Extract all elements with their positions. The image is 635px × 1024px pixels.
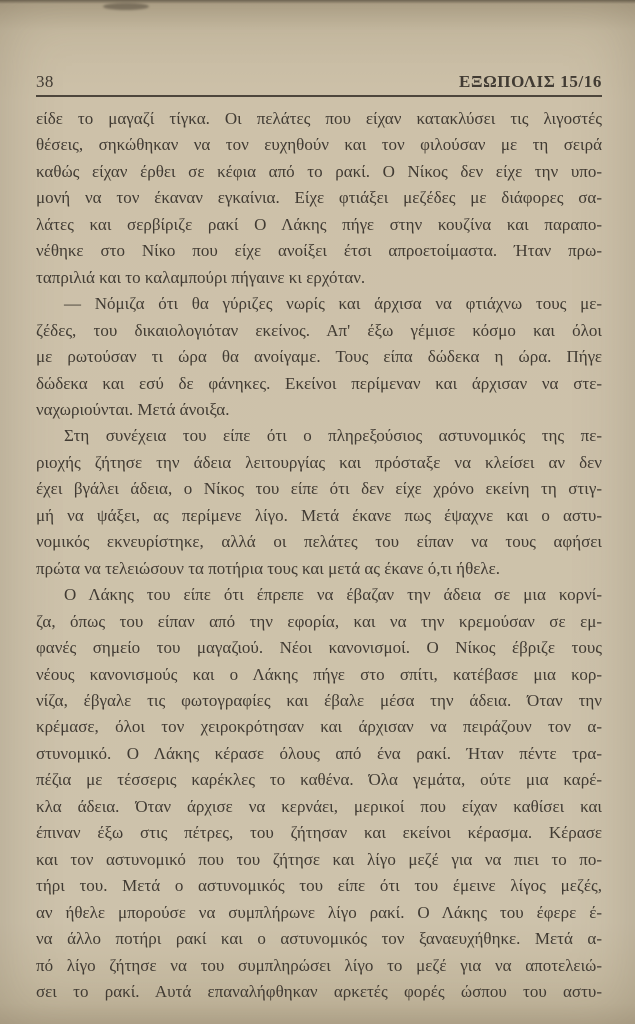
text-line: έπιναν έξω στις πέτρες, του ζήτησαν και εκείνοι κέρασμα. Κέρασε: [36, 823, 602, 843]
text-line: πέζια με τέσσερις καρέκλες το καθένα. Όλα γεμάτα, ούτε μια καρέ-: [36, 770, 602, 790]
text-line: νομικός εκνευρίστηκε, αλλά οι πελάτες του είπαν να τους αφήσει: [36, 532, 602, 552]
scan-artifact: [103, 3, 149, 10]
paragraph: [36, 423, 602, 582]
text-line: θέσεις, σηκώθηκαν να τον ευχηθούν και τον φιλούσαν με τη σειρά: [36, 135, 602, 155]
page-number: 38: [36, 72, 54, 91]
text-line: έχει βγάλει άδεια, ο Νίκος του είπε ότι δεν είχε χρόνο εκείνη τη στιγ-: [36, 479, 602, 499]
text-line: φανές σημείο του μαγαζιού. Νέοι κανονισμοί. Ο Νίκος έβριζε τους: [36, 638, 602, 658]
header-title: ΕΞΩΠΟΛΙΣ 15/16: [459, 72, 602, 91]
scan-top-edge: [0, 0, 635, 4]
text-line: — Νόμιζα ότι θα γύριζες νωρίς και άρχισα να φτιάχνω τους με-: [64, 294, 602, 314]
text-line: Ο Λάκης του είπε ότι έπρεπε να έβαζαν την άδεια σε μια κορνί-: [64, 585, 602, 605]
text-line: είδε το μαγαζί τίγκα. Οι πελάτες που είχαν κατακλύσει τις λιγοστές: [36, 109, 602, 128]
text-line: πό λίγο ζήτησε να του συμπληρώσει λίγο το μεζέ για να αποτελειώ-: [36, 955, 602, 975]
text-line: σει το ρακί. Αυτά επαναλήφθηκαν αρκετές φορές ώσπου του αστυ-: [36, 981, 602, 1001]
text-line: ζέδες, του δικαιολογιόταν εκείνος. Απ' έξω γέμισε κόσμο και όλοι: [36, 320, 602, 340]
paragraph: [36, 106, 602, 291]
text-line: νίζα, έβγαλε τις φωτογραφίες και έβαλε μέσα την άδεια. Όταν την: [36, 690, 602, 710]
text-line: στυνομικό. Ο Λάκης κέρασε όλους από ένα ρακί. Ήταν πέντε τρα-: [36, 743, 602, 763]
text-line: τήρι του. Μετά ο αστυνομικός του είπε ότι του έμεινε λίγος μεζές,: [36, 876, 602, 896]
paragraph: [36, 582, 602, 1005]
text-line: μονή να τον έκαναν εγκαίνια. Είχε φτιάξει μεζέδες με διάφορες σα-: [36, 188, 602, 208]
header-rule: [36, 95, 602, 97]
text-line: πρώτα να τελειώσουν τα ποτήρια τους και μετά ας έκανε ό,τι ήθελε.: [36, 558, 500, 578]
text-line: λάτες και σερβίριζε ρακί Ο Λάκης πήγε στην κουζίνα και παραπο-: [36, 214, 602, 234]
text-line: αν ήθελε μπορούσε να συμπλήρωνε λίγο ρακί. Ο Λάκης του έφερε έ-: [36, 902, 602, 922]
text-line: και τον αστυνομικό που του ζήτησε και λίγο μεζέ για να πιει το πο-: [36, 849, 602, 869]
text-line: νέθηκε στο Νίκο που είχε ανοίξει έτσι απροετοίμαστα. Ήταν πρω-: [36, 241, 602, 261]
text-line: νέους κανονισμούς και ο Λάκης πήγε στο σπίτι, κατέβασε μια κορ-: [36, 664, 602, 684]
text-line: κλα άδεια. Όταν άρχισε να κερνάει, μερικοί που είχαν καθίσει και: [36, 796, 602, 816]
text-line: να άλλο ποτήρι ρακί και ο αστυνομικός τον ξαναευχήθηκε. Μετά α-: [36, 929, 602, 949]
text-line: καθώς είχαν έρθει σε κέφια από το ρακί. Ο Νίκος δεν είχε την υπο-: [36, 161, 602, 181]
text-line: ταπριλιά και το καλαμπούρι πήγαινε κι ερχόταν.: [36, 267, 366, 287]
text-line: με ρωτούσαν τι ώρα θα ανοίγαμε. Τους είπα δώδεκα η ώρα. Πήγε: [36, 347, 602, 367]
page-header: [36, 72, 602, 92]
text-line: ζα, όπως του είπαν από την εφορία, και να την κρεμούσαν σε εμ-: [36, 611, 602, 631]
text-line: Στη συνέχεια του είπε ότι ο πληρεξούσιος αστυνομικός της πε-: [64, 426, 602, 446]
text-line: μή να ψάξει, ας περίμενε λίγο. Μετά έκανε πως έψαχνε και ο αστυ-: [36, 505, 602, 525]
text-line: κρέμασε, όλοι τον χειροκρότησαν και άρχισαν να πειράζουν τον α-: [36, 717, 602, 737]
text-line: ναχωριούνται. Μετά άνοιξα.: [36, 399, 230, 419]
text-line: δώδεκα και εσύ δε φάνηκες. Εκείνοι περίμεναν και άρχισαν να στε-: [36, 373, 602, 393]
body-text: [36, 106, 602, 1005]
paragraph: [36, 291, 602, 423]
text-line: ριοχής ζήτησε την άδεια λειτουργίας και πρόσταξε να κλείσει αν δεν: [36, 452, 602, 472]
